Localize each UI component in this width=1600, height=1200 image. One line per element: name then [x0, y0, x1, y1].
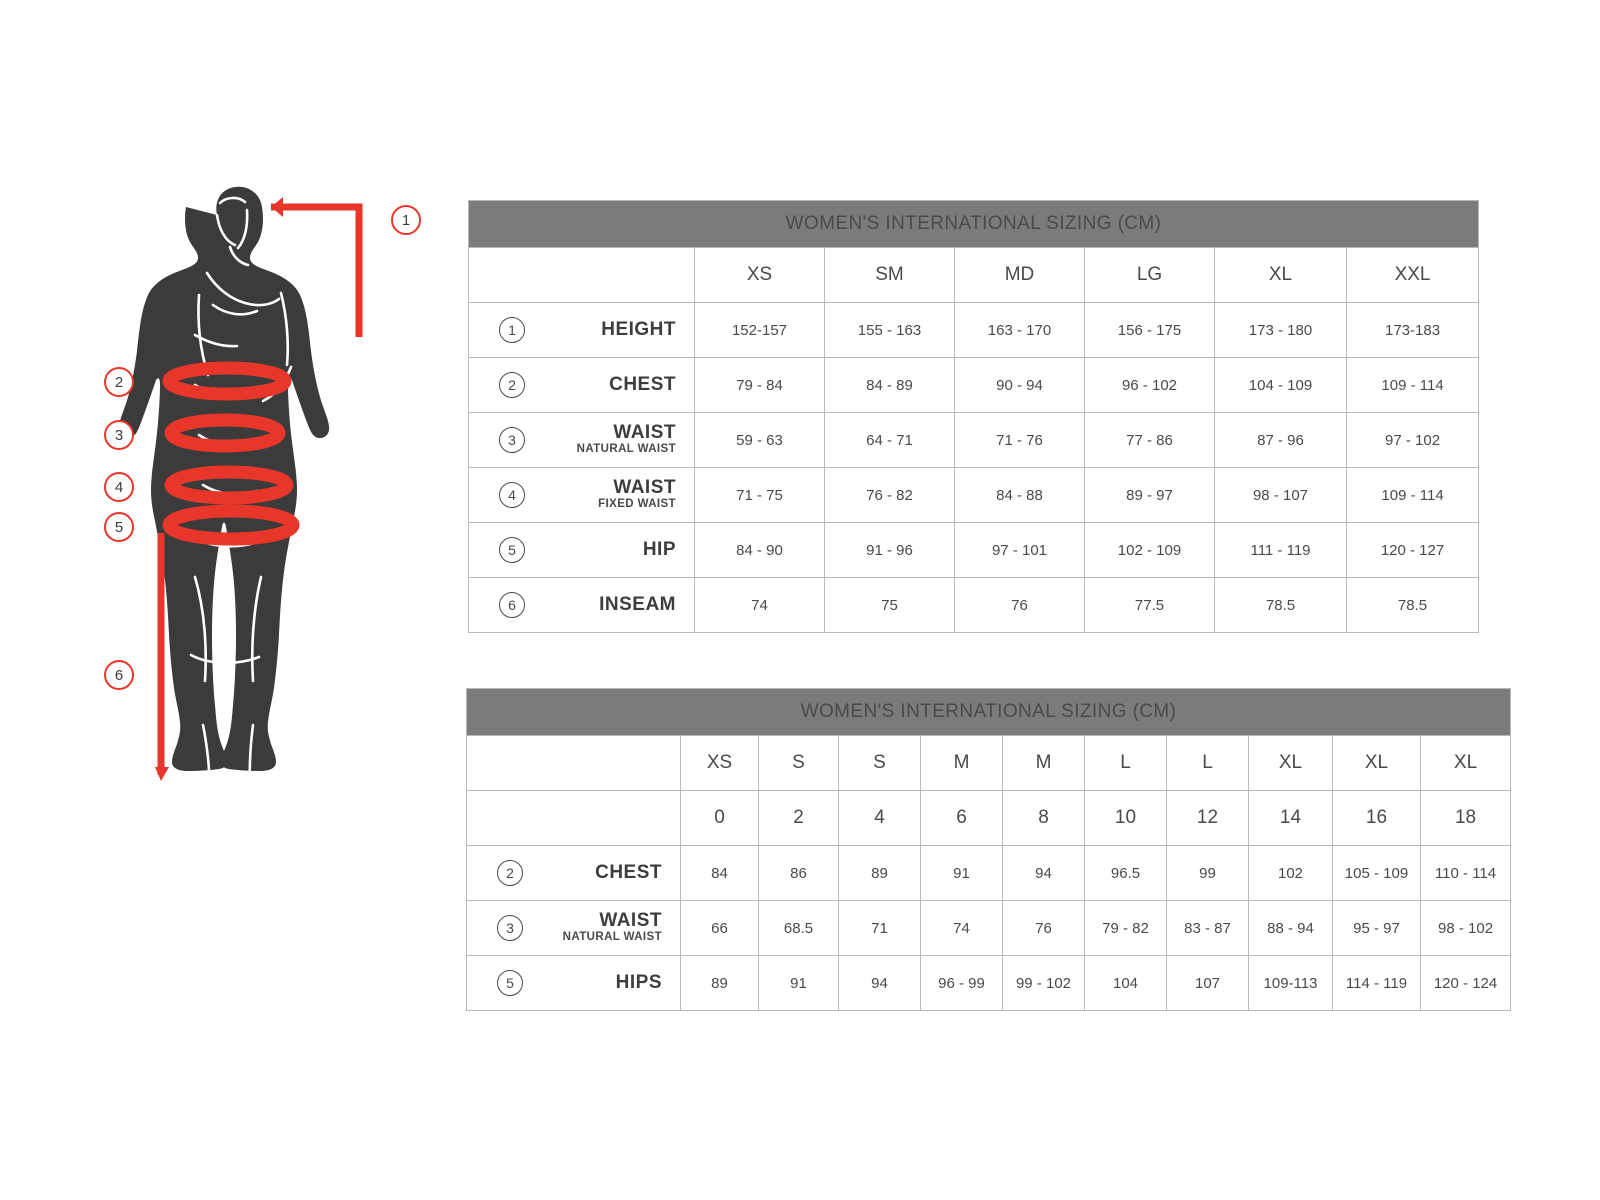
cell-hip-lg: 102 - 109	[1085, 523, 1215, 578]
cell-inseam-md: 76	[955, 578, 1085, 633]
cell-chest-0: 84	[681, 846, 759, 901]
cell-nwaist-xxl: 97 - 102	[1347, 413, 1479, 468]
cell-chest-6: 91	[921, 846, 1003, 901]
row-marker-2: 2	[499, 372, 525, 398]
figure-marker-3: 3	[104, 420, 134, 450]
column-header-xs: XS	[695, 248, 825, 303]
row-marker-5: 5	[497, 970, 523, 996]
table-alpha-title: WOMEN'S INTERNATIONAL SIZING (CM)	[469, 201, 1479, 248]
row-label-chest	[467, 846, 681, 901]
table-row	[467, 901, 1511, 956]
numeric-size-12: 12	[1167, 791, 1249, 846]
cell-height-xl: 173 - 180	[1215, 303, 1347, 358]
table-alpha-header-row	[469, 248, 1479, 303]
row-label-fixed-waist	[469, 468, 695, 523]
cell-chest-10: 96.5	[1085, 846, 1167, 901]
row-label-text: CHEST	[595, 862, 662, 884]
cell-height-sm: 155 - 163	[825, 303, 955, 358]
cell-inseam-sm: 75	[825, 578, 955, 633]
cell-fwaist-sm: 76 - 82	[825, 468, 955, 523]
cell-waist-4: 71	[839, 901, 921, 956]
cell-hips-8: 99 - 102	[1003, 956, 1085, 1011]
letter-size-9: XL	[1421, 736, 1511, 791]
table-numeric-number-row	[467, 791, 1511, 846]
table-alpha-corner-cell	[469, 248, 695, 303]
cell-inseam-xl: 78.5	[1215, 578, 1347, 633]
female-body-silhouette	[95, 185, 425, 985]
row-label-text: WAIST	[613, 422, 676, 444]
row-label-subtext: FIXED WAIST	[598, 498, 676, 511]
cell-chest-xl: 104 - 109	[1215, 358, 1347, 413]
cell-chest-2: 86	[759, 846, 839, 901]
table-numeric-title: WOMEN'S INTERNATIONAL SIZING (CM)	[467, 689, 1511, 736]
cell-hip-sm: 91 - 96	[825, 523, 955, 578]
numeric-size-6: 6	[921, 791, 1003, 846]
cell-height-lg: 156 - 175	[1085, 303, 1215, 358]
cell-waist-10: 79 - 82	[1085, 901, 1167, 956]
cell-nwaist-lg: 77 - 86	[1085, 413, 1215, 468]
cell-inseam-lg: 77.5	[1085, 578, 1215, 633]
cell-chest-12: 99	[1167, 846, 1249, 901]
cell-nwaist-md: 71 - 76	[955, 413, 1085, 468]
figure-marker-2: 2	[104, 367, 134, 397]
table-row	[469, 358, 1479, 413]
cell-waist-0: 66	[681, 901, 759, 956]
table-numeric-corner-cell-letters	[467, 736, 681, 791]
cell-chest-md: 90 - 94	[955, 358, 1085, 413]
row-label-natural-waist	[467, 901, 681, 956]
row-marker-3: 3	[499, 427, 525, 453]
table-numeric-title-row	[467, 689, 1511, 736]
cell-fwaist-xl: 98 - 107	[1215, 468, 1347, 523]
cell-waist-14: 88 - 94	[1249, 901, 1333, 956]
cell-waist-12: 83 - 87	[1167, 901, 1249, 956]
cell-chest-sm: 84 - 89	[825, 358, 955, 413]
table-row	[469, 578, 1479, 633]
cell-hips-14: 109-113	[1249, 956, 1333, 1011]
table-row	[469, 413, 1479, 468]
table-row	[469, 468, 1479, 523]
cell-height-md: 163 - 170	[955, 303, 1085, 358]
table-row	[469, 303, 1479, 358]
cell-waist-6: 74	[921, 901, 1003, 956]
cell-hip-xs: 84 - 90	[695, 523, 825, 578]
table-numeric-letter-row	[467, 736, 1511, 791]
row-label-hips	[467, 956, 681, 1011]
cell-waist-16: 95 - 97	[1333, 901, 1421, 956]
cell-hip-xxl: 120 - 127	[1347, 523, 1479, 578]
figure-marker-4: 4	[104, 472, 134, 502]
numeric-size-8: 8	[1003, 791, 1085, 846]
numeric-size-0: 0	[681, 791, 759, 846]
cell-hips-4: 94	[839, 956, 921, 1011]
cell-hip-md: 97 - 101	[955, 523, 1085, 578]
cell-chest-14: 102	[1249, 846, 1333, 901]
table-numeric-corner-cell-numbers	[467, 791, 681, 846]
cell-chest-18: 110 - 114	[1421, 846, 1511, 901]
letter-size-0: XS	[681, 736, 759, 791]
cell-chest-xxl: 109 - 114	[1347, 358, 1479, 413]
row-label-text: CHEST	[609, 374, 676, 396]
row-marker-6: 6	[499, 592, 525, 618]
row-label-chest	[469, 358, 695, 413]
cell-chest-4: 89	[839, 846, 921, 901]
cell-hips-12: 107	[1167, 956, 1249, 1011]
row-label-text: WAIST	[613, 477, 676, 499]
numeric-size-2: 2	[759, 791, 839, 846]
figure-marker-6: 6	[104, 660, 134, 690]
womens-alpha-sizing-table	[468, 200, 1479, 633]
letter-size-1: S	[759, 736, 839, 791]
cell-chest-xs: 79 - 84	[695, 358, 825, 413]
cell-height-xxl: 173-183	[1347, 303, 1479, 358]
table-row	[469, 523, 1479, 578]
letter-size-5: L	[1085, 736, 1167, 791]
letter-size-6: L	[1167, 736, 1249, 791]
numeric-size-10: 10	[1085, 791, 1167, 846]
letter-size-3: M	[921, 736, 1003, 791]
column-header-xxl: XXL	[1347, 248, 1479, 303]
column-header-sm: SM	[825, 248, 955, 303]
cell-chest-16: 105 - 109	[1333, 846, 1421, 901]
cell-chest-lg: 96 - 102	[1085, 358, 1215, 413]
measurement-figure-panel	[95, 185, 425, 985]
table-alpha-title-row	[469, 201, 1479, 248]
cell-hips-10: 104	[1085, 956, 1167, 1011]
row-label-text: HEIGHT	[601, 319, 676, 341]
row-label-text: INSEAM	[599, 594, 676, 616]
letter-size-4: M	[1003, 736, 1085, 791]
cell-hip-xl: 111 - 119	[1215, 523, 1347, 578]
row-label-height	[469, 303, 695, 358]
table-row	[467, 956, 1511, 1011]
cell-hips-2: 91	[759, 956, 839, 1011]
cell-inseam-xs: 74	[695, 578, 825, 633]
row-marker-1: 1	[499, 317, 525, 343]
row-label-text: WAIST	[599, 910, 662, 932]
letter-size-2: S	[839, 736, 921, 791]
cell-waist-8: 76	[1003, 901, 1085, 956]
column-header-xl: XL	[1215, 248, 1347, 303]
row-marker-2: 2	[497, 860, 523, 886]
cell-hips-16: 114 - 119	[1333, 956, 1421, 1011]
row-marker-5: 5	[499, 537, 525, 563]
cell-waist-2: 68.5	[759, 901, 839, 956]
row-label-subtext: NATURAL WAIST	[562, 931, 662, 944]
numeric-size-14: 14	[1249, 791, 1333, 846]
row-label-natural-waist	[469, 413, 695, 468]
numeric-size-18: 18	[1421, 791, 1511, 846]
cell-height-xs: 152-157	[695, 303, 825, 358]
cell-nwaist-sm: 64 - 71	[825, 413, 955, 468]
cell-fwaist-xxl: 109 - 114	[1347, 468, 1479, 523]
numeric-size-16: 16	[1333, 791, 1421, 846]
table-row	[467, 846, 1511, 901]
row-label-text: HIPS	[615, 972, 662, 994]
figure-marker-1: 1	[391, 205, 421, 235]
cell-hips-0: 89	[681, 956, 759, 1011]
cell-fwaist-lg: 89 - 97	[1085, 468, 1215, 523]
cell-inseam-xxl: 78.5	[1347, 578, 1479, 633]
cell-nwaist-xl: 87 - 96	[1215, 413, 1347, 468]
column-header-lg: LG	[1085, 248, 1215, 303]
figure-marker-5: 5	[104, 512, 134, 542]
row-label-hip	[469, 523, 695, 578]
letter-size-7: XL	[1249, 736, 1333, 791]
cell-hips-18: 120 - 124	[1421, 956, 1511, 1011]
letter-size-8: XL	[1333, 736, 1421, 791]
cell-waist-18: 98 - 102	[1421, 901, 1511, 956]
row-marker-4: 4	[499, 482, 525, 508]
row-label-inseam	[469, 578, 695, 633]
numeric-size-4: 4	[839, 791, 921, 846]
cell-hips-6: 96 - 99	[921, 956, 1003, 1011]
column-header-md: MD	[955, 248, 1085, 303]
womens-numeric-sizing-table	[466, 688, 1511, 1011]
row-marker-3: 3	[497, 915, 523, 941]
cell-chest-8: 94	[1003, 846, 1085, 901]
cell-fwaist-md: 84 - 88	[955, 468, 1085, 523]
row-label-subtext: NATURAL WAIST	[576, 443, 676, 456]
row-label-text: HIP	[642, 539, 676, 561]
cell-nwaist-xs: 59 - 63	[695, 413, 825, 468]
cell-fwaist-xs: 71 - 75	[695, 468, 825, 523]
